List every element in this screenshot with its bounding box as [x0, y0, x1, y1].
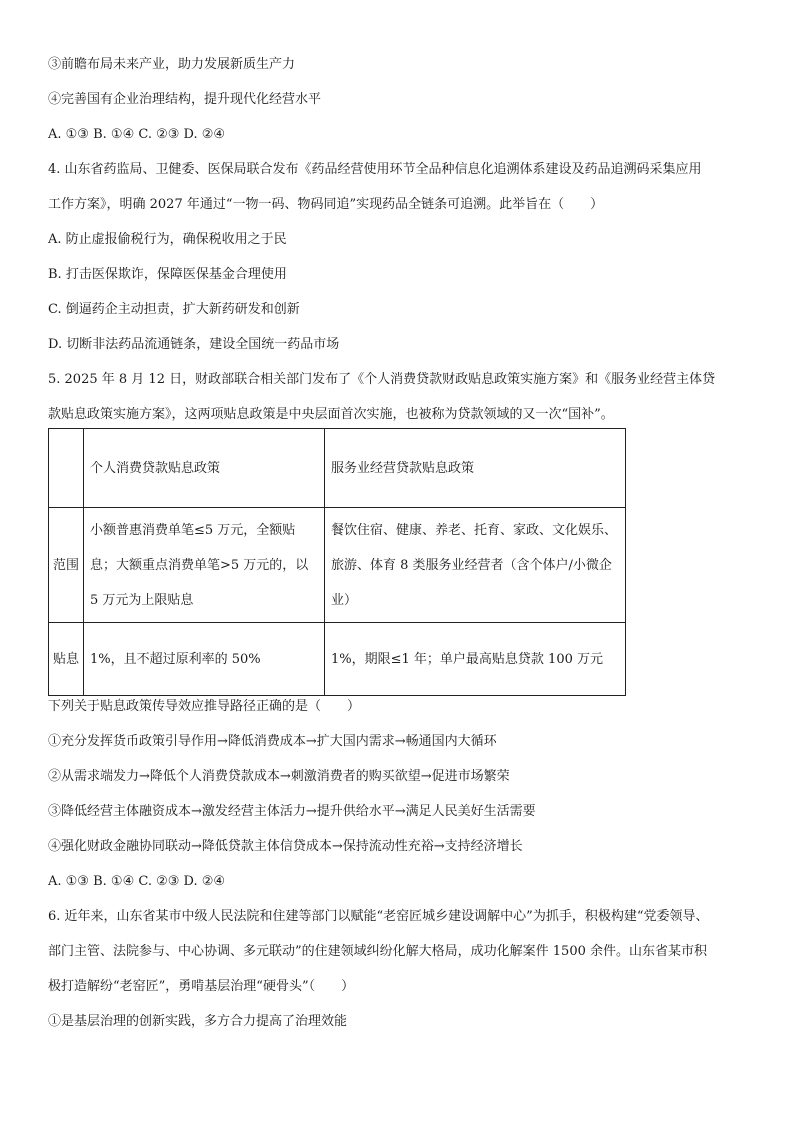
- q5-item-1: ①充分发挥货币政策引导作用→降低消费成本→扩大国内需求→畅通国内大循环: [48, 734, 497, 749]
- q4-option-d: D. 切断非法药品流通链条，建设全国统一药品市场: [48, 337, 340, 352]
- table-corner-cell: [49, 429, 84, 508]
- q5-stem-line2: 款贴息政策实施方案》，这两项贴息政策是中央层面首次实施，也被称为贷款领域的又一次“国补”。: [48, 407, 614, 422]
- q5-item-3: ③降低经营主体融资成本→激发经营主体活力→提升供给水平→满足人民美好生活需要: [48, 804, 536, 819]
- q4-option-c: C. 倒逼药企主动担责，扩大新药研发和创新: [48, 302, 300, 317]
- table-cell-subsidy-personal: 1%，且不超过原利率的 50%: [90, 651, 261, 667]
- table-row-label-scope: 范围: [49, 508, 84, 623]
- option-item-3: ③前瞻布局未来产业，助力发展新质生产力: [48, 57, 296, 72]
- answer-choices: A. ①③ B. ①④ C. ②③ D. ②④: [48, 127, 226, 142]
- q6-stem-line3: 极打造解纷“老窑匠”，勇啃基层治理“硬骨头”（ ）: [48, 979, 355, 994]
- q5-item-2: ②从需求端发力→降低个人消费贷款成本→刺激消费者的购买欲望→促进市场繁荣: [48, 769, 510, 784]
- table-cell-subsidy-service: 1%，期限≤1 年；单户最高贴息贷款 100 万元: [331, 651, 603, 667]
- q4-stem-line2: 工作方案》，明确 2027 年通过“一物一码、物码同追”实现药品全链条可追溯。此举旨在（ ）: [48, 197, 604, 212]
- table-cell-scope-service: 餐饮住宿、健康、养老、托育、家政、文化娱乐、旅游、体育 8 类服务业经营者（含个体户/小微企业）: [331, 522, 618, 608]
- q4-stem-line1: 4. 山东省药监局、卫健委、医保局联合发布《药品经营使用环节全品种信息化追溯体系建设及药品追溯码采集应用: [48, 162, 702, 177]
- q5-answer-choices: A. ①③ B. ①④ C. ②③ D. ②④: [48, 874, 226, 889]
- table-header-service: 服务业经营贷款贴息政策: [325, 429, 626, 508]
- q6-stem-line1: 6. 近年来，山东省某市中级人民法院和住建等部门以赋能“老窑匠城乡建设调解中心”为抓手，积极构建“党委领导、: [48, 909, 709, 924]
- q4-option-a: A. 防止虚报偷税行为，确保税收用之于民: [48, 232, 287, 247]
- policy-table: [48, 428, 626, 696]
- option-item-4: ④完善国有企业治理结构，提升现代化经营水平: [48, 92, 322, 107]
- q5-item-4: ④强化财政金融协同联动→降低贷款主体信贷成本→保持流动性充裕→支持经济增长: [48, 839, 523, 854]
- table-cell-scope-personal: 小额普惠消费单笔≤5 万元，全额贴息；大额重点消费单笔>5 万元的，以 5 万元为上限贴息: [90, 522, 309, 608]
- q6-stem-line2: 部门主管、法院参与、中心协调、多元联动”的住建领域纠纷化解大格局，成功化解案件 1500 余件。山东省某市积: [48, 944, 707, 959]
- q5-question: 下列关于贴息政策传导效应推导路径正确的是（ ）: [48, 699, 361, 714]
- exam-page: [48, 54, 760, 1033]
- q4-option-b: B. 打击医保欺诈，保障医保基金合理使用: [48, 267, 287, 282]
- table-header-personal: 个人消费贷款贴息政策: [84, 429, 325, 508]
- q5-stem-line1: 5. 2025 年 8 月 12 日，财政部联合相关部门发布了《个人消费贷款财政贴息政策实施方案》和《服务业经营主体贷: [48, 372, 716, 387]
- table-row-label-subsidy: 贴息: [49, 623, 84, 696]
- q6-item-1: ①是基层治理的创新实践，多方合力提高了治理效能: [48, 1014, 348, 1029]
